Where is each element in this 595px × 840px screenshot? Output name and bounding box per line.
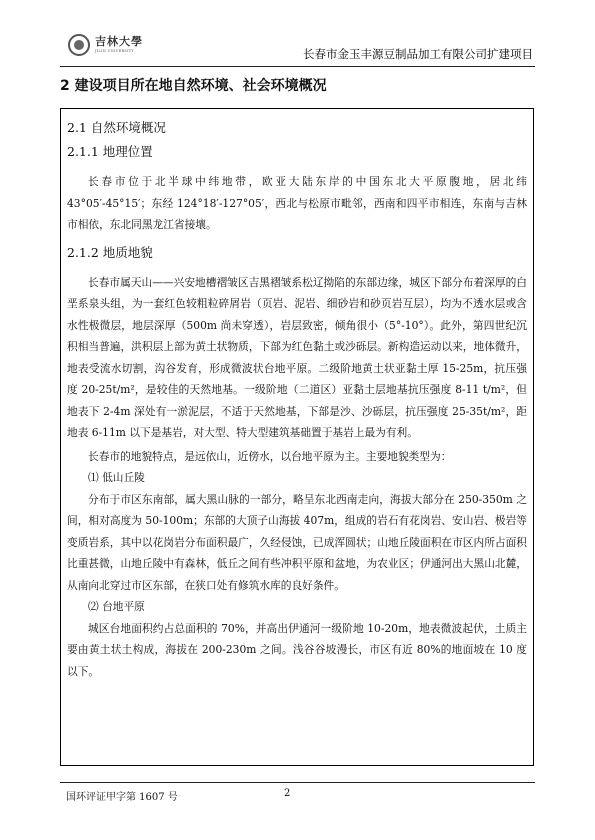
section-heading-2-1: 2.1 自然环境概况 — [67, 120, 166, 135]
logo-chinese-name: 吉林大學 — [95, 35, 143, 48]
subheading-low-hills: ⑴ 低山丘陵 — [88, 471, 145, 484]
subheading-plain: ⑵ 台地平原 — [88, 600, 145, 613]
content-frame — [60, 108, 534, 766]
license-number: 国环评证甲字第 1607 号 — [66, 792, 178, 803]
paragraph-low-hills: 分布于市区东南部，属大黑山脉的一部分，略呈东北西南走向，海拔大部分在 250-350m 之间，相对高度为 50-100m；东部的大顶子山海拔 407m，组成的岩石有花岗岩、安山岩、极岩等变质岩系，其中以花岗岩分布面积最广，久经侵蚀，已成浑圆状；山地丘陵面积在市区内所占面积比重甚微，山地丘陵中有森林，低丘之间有些冲积平原和盆地，为农业区；伊通河出大黑山北麓，从南向北穿过市区东部，在狭口处有修筑水库的良好条件。 — [67, 492, 527, 592]
university-logo — [68, 34, 143, 56]
paragraph-location: 长春市位于北半球中纬地带，欧亚大陆东岸的中国东北大平原腹地，居北纬 43°05′-45°15′；东经 124°18′-127°05′，西北与松原市毗邻，西南和四平市相连，东南与吉林市相依，东北同黑龙江省接壤。 — [67, 175, 527, 231]
section-heading-2-1-1: 2.1.1 地理位置 — [67, 144, 153, 159]
paragraph-geology: 长春市属天山——兴安地槽褶皱区吉黑褶皱系松辽拗陷的东部边缘，城区下部分布着深厚的白垩系泉头组，为一套红色较粗粒碎屑岩（页岩、泥岩、细砂岩和砂页岩互层），均为不透水层或含水性极微层，地层深厚（500m 尚未穿透），岩层致密，倾角很小（5°-10°）。此外，第四世纪沉积相当普遍，洪积层上部为黄土状物质，下部为红色黏土或沙砾层。新构造运动以来，地体微升，地表受流水切割，沟谷发育，形成微波状台地平原。二级阶地黄土状亚黏土厚 15-25m，抗压强度 20-25t/m²，是较佳的天然地基。一级阶地（二道区）亚黏土层地基抗压强度 8-11 t/m²，但地表下 2-4m 深处有一淤泥层，不适于天然地基，下部是沙、沙砾层，抗压强度 25-35t/m²，距地表 6-11m 以下是基岩，对大型、特大型建筑基础置于基岩上最为有利。 — [67, 275, 527, 439]
project-title: 长春市金玉丰源豆制品加工有限公司扩建项目 — [303, 47, 533, 61]
paragraph-plain: 城区台地面积约占总面积的 70%，并高出伊通河一级阶地 10-20m，地表微波起伏，土质主要由黄土状土构成，海拔在 200-230m 之间。浅谷谷坡漫长，市区有近 80%的地面坡在 10 度以下。 — [67, 621, 527, 678]
page-header — [60, 30, 535, 67]
logo-english-name: JILIN UNIVERSITY — [95, 49, 135, 53]
paragraph-landform-intro: 长春市的地貌特点，是远依山，近傍水，以台地平原为主。主要地貌类型为： — [88, 449, 452, 463]
university-seal-icon — [68, 34, 90, 56]
chapter-title: 2 建设项目所在地自然环境、社会环境概况 — [60, 78, 327, 94]
content-cell — [67, 119, 527, 682]
page-number: 2 — [284, 788, 291, 799]
section-heading-2-1-2: 2.1.2 地质地貌 — [67, 244, 153, 260]
page-footer — [60, 782, 535, 809]
